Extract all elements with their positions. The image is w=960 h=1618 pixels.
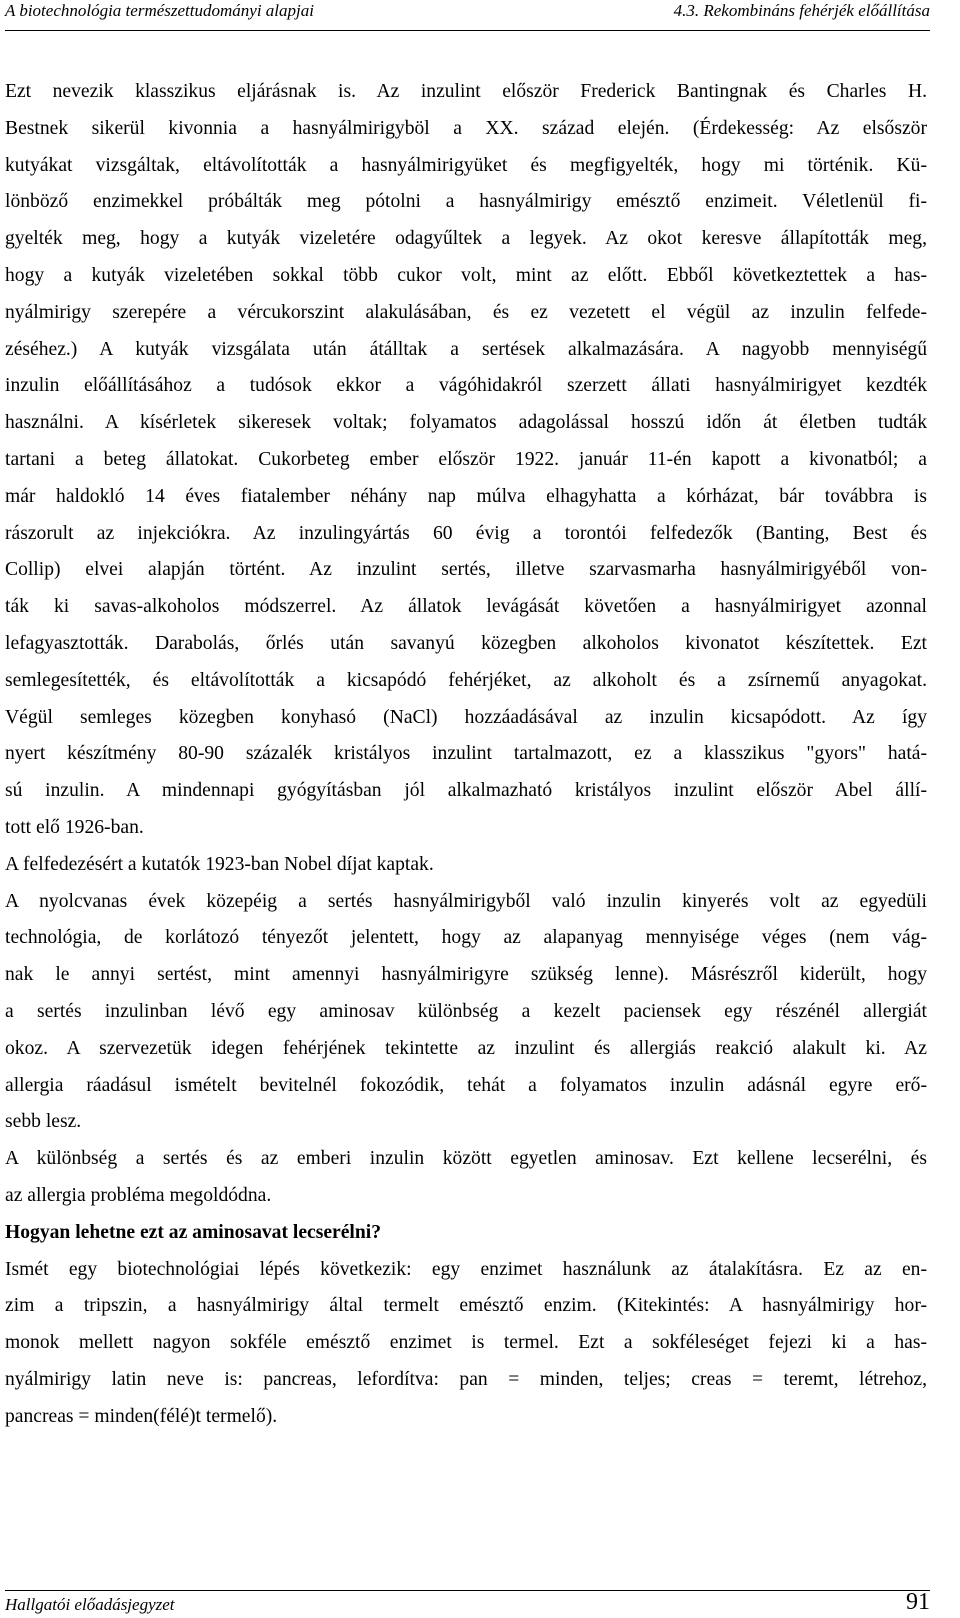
- text-line: nyert készítmény 80-90 százalék kristályos inzulint tartalmazott, ez a klasszikus "gyors" hatá-: [5, 743, 927, 765]
- page-footer: [5, 1590, 930, 1618]
- text-line: Ismét egy biotechnológiai lépés következik: egy enzimet használunk az átalakításra. Ez az en-: [5, 1258, 927, 1280]
- body-text: [5, 74, 927, 1435]
- text-line: pancreas = minden(félé)t termelő).: [5, 1405, 278, 1427]
- text-line: zim a tripszin, a hasnyálmirigy által termelt emésztő enzim. (Kitekintés: A hasnyálmirigy hor-: [5, 1295, 927, 1317]
- text-line: már haldokló 14 éves fiatalember néhány nap múlva elhagyhatta a kórházat, bár továbbra is: [5, 485, 927, 507]
- text-line: nak le annyi sertést, mint amennyi hasnyálmirigyre szükség lenne). Másrészről kiderült, hogy: [5, 964, 927, 986]
- header-section-title: 4.3. Rekombináns fehérjék előállítása: [673, 1, 930, 20]
- text-line: lönböző enzimekkel próbálták meg pótolni a hasnyálmirigy emésztő enzimeit. Véletlenül fi-: [5, 191, 927, 213]
- text-line: hogy a kutyák vizeletében sokkal több cukor volt, mint az előtt. Ebből következtettek a has-: [5, 264, 927, 286]
- text-line: tartani a beteg állatokat. Cukorbeteg ember először 1922. január 11-én kapott a kivonatból; a: [5, 448, 927, 470]
- text-line: rászorult az injekciókra. Az inzulingyártás 60 évig a torontói felfedezők (Banting, Best és: [5, 522, 927, 544]
- header-book-title: A biotechnológia természettudományi alapjai: [5, 1, 314, 20]
- text-line: sú inzulin. A mindennapi gyógyításban jól alkalmazható kristályos inzulint először Abel állí-: [5, 780, 927, 802]
- text-line: az allergia probléma megoldódna.: [5, 1184, 272, 1206]
- text-line: Bestnek sikerül kivonnia a hasnyálmirigyböl a XX. század elején. (Érdekesség: Az elsőször: [5, 117, 927, 139]
- text-line: semlegesítették, és eltávolították a kicsapódó fehérjéket, az alkoholt és a zsírnemű anyagokat.: [5, 669, 927, 691]
- text-line: sebb lesz.: [5, 1111, 82, 1133]
- text-line: kutyákat vizsgáltak, eltávolították a hasnyálmirigyüket és megfigyelték, hogy mi történik. Kü-: [5, 154, 927, 176]
- text-line: Végül semleges közegben konyhasó (NaCl) hozzáadásával az inzulin kicsapódott. Az így: [5, 706, 927, 728]
- text-line: gyelték meg, hogy a kutyák vizeletére odagyűltek a legyek. Az okot keresve állapították meg,: [5, 228, 927, 250]
- text-line: használni. A kísérletek sikeresek voltak; folyamatos adagolással hosszú időn át életben tudták: [5, 412, 927, 434]
- text-line: nyálmirigy szerepére a vércukorszint alakulásában, és ez vezetett el végül az inzulin felfede-: [5, 301, 927, 323]
- text-line: lefagyasztották. Darabolás, őrlés után savanyú közegben alkoholos kivonatot készítettek. Ezt: [5, 632, 927, 654]
- page-number: 91: [906, 1589, 930, 1615]
- text-line: technológia, de korlátozó tényezőt jelentett, hogy az alapanyag mennyisége véges (nem vág-: [5, 927, 927, 949]
- text-line: zéséhez.) A kutyák vizsgálata után átálltak a sertések alkalmazására. A nagyobb mennyiségű: [5, 338, 927, 360]
- text-line: tott elő 1926-ban.: [5, 816, 144, 838]
- text-line: A különbség a sertés és az emberi inzulin között egyetlen aminosav. Ezt kellene lecserélni, és: [5, 1148, 927, 1170]
- footer-label: Hallgatói előadásjegyzet: [5, 1595, 175, 1614]
- text-line: A felfedezésért a kutatók 1923-ban Nobel díjat kaptak.: [5, 853, 434, 875]
- text-line: monok mellett nagyon sokféle emésztő enzimet is termel. Ezt a sokféleséget fejezi ki a has-: [5, 1332, 927, 1354]
- text-line: nyálmirigy latin neve is: pancreas, lefordítva: pan = minden, teljes; creas = teremt, létrehoz,: [5, 1368, 927, 1390]
- text-line: Ezt nevezik klasszikus eljárásnak is. Az inzulint először Frederick Bantingnak és Charles H.: [5, 81, 927, 102]
- text-line: a sertés inzulinban lévő egy aminosav különbség a kezelt paciensek egy részénél allergiát: [5, 1000, 927, 1022]
- text-line: inzulin előállításához a tudósok ekkor a vágóhidakról szerzett állati hasnyálmirigyet kezdték: [5, 375, 927, 397]
- text-line: ták ki savas-alkoholos módszerrel. Az állatok levágását követően a hasnyálmirigyet azonnal: [5, 596, 927, 618]
- text-line: okoz. A szervezetük idegen fehérjének tekintette az inzulint és allergiás reakció alakult ki. Az: [5, 1037, 927, 1059]
- text-line: A nyolcvanas évek közepéig a sertés hasnyálmirigyből való inzulin kinyerés volt az egyedüli: [5, 890, 927, 912]
- page-header: [5, 0, 930, 31]
- text-line: allergia ráadásul ismételt bevitelnél fokozódik, tehát a folyamatos inzulin adásnál egyre erő-: [5, 1074, 927, 1096]
- text-line: Collip) elvei alapján történt. Az inzulint sertés, illetve szarvasmarha hasnyálmirigyéből von-: [5, 559, 927, 581]
- section-question-heading: Hogyan lehetne ezt az aminosavat lecserélni?: [5, 1221, 382, 1243]
